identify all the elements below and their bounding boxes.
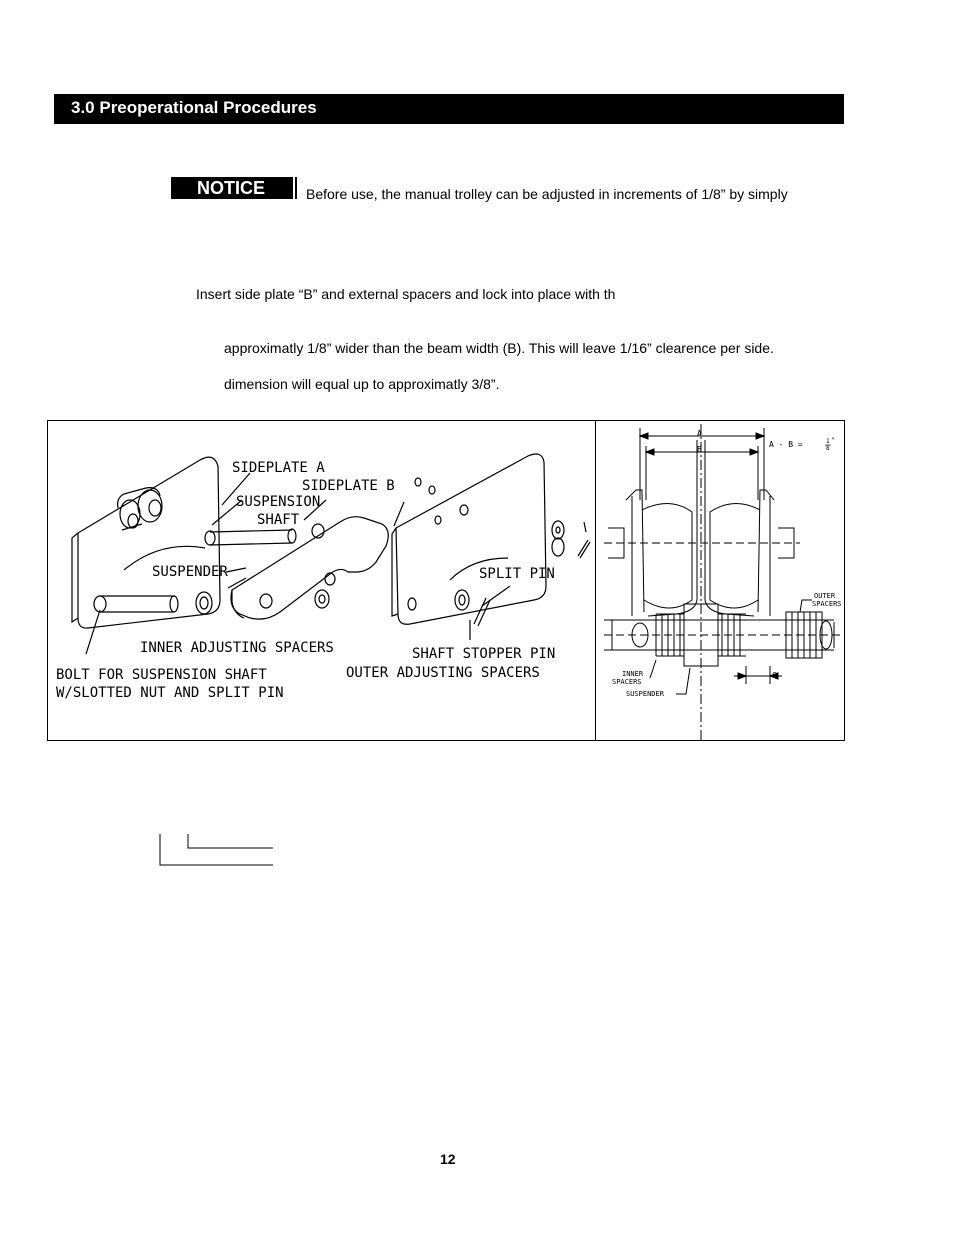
label-suspender: SUSPENDER — [152, 564, 228, 580]
label-inner-1: INNER — [622, 670, 644, 678]
instruction-paragraph-1: Insert side plate “B” and external spacers and lock into place with th — [196, 286, 616, 302]
label-shaft: SHAFT — [257, 512, 300, 528]
instruction-paragraph-2: approximatly 1/8” wider than the beam width (B). This will leave 1/16” clearence per side. — [224, 340, 774, 356]
notice-badge — [171, 177, 297, 199]
svg-text:8: 8 — [826, 445, 830, 452]
label-suspension: SUSPENSION — [236, 494, 321, 510]
notice-label: NOTICE — [197, 178, 266, 198]
dim-label-b: B — [697, 445, 702, 454]
svg-text:": " — [831, 437, 835, 444]
instruction-paragraph-3: dimension will equal up to approximatly 3/8”. — [224, 376, 500, 392]
label-shaft-stopper: SHAFT STOPPER PIN — [412, 646, 556, 662]
dim-label-a: A — [697, 429, 702, 438]
label-sideplate-a: SIDEPLATE A — [232, 460, 325, 476]
label-bolt-line1: BOLT FOR SUSPENSION SHAFT — [56, 667, 267, 683]
svg-text:1: 1 — [826, 438, 830, 445]
exploded-assembly-drawing — [48, 421, 594, 740]
label-outer-2: SPACERS — [812, 600, 842, 608]
notice-text: Before use, the manual trolley can be adjusted in increments of 1/8” by simply — [306, 186, 788, 202]
label-split-pin: SPLIT PIN — [479, 566, 555, 582]
section-title: 3.0 Preoperational Procedures — [71, 98, 317, 117]
label-inner-2: SPACERS — [612, 678, 642, 686]
label-suspender-right: SUSPENDER — [626, 690, 664, 698]
section-header-bar — [54, 94, 844, 124]
label-sideplate-b: SIDEPLATE B — [302, 478, 395, 494]
bracket-lines — [150, 826, 280, 870]
notice-badge-edge-line — [295, 177, 297, 199]
page-number: 12 — [440, 1151, 456, 1167]
dim-label-c: C — [772, 671, 777, 680]
label-inner-spacers: INNER ADJUSTING SPACERS — [140, 640, 334, 656]
label-bolt-line2: W/SLOTTED NUT AND SPLIT PIN — [56, 685, 284, 701]
section-view-drawing — [596, 421, 844, 740]
label-outer-spacers: OUTER ADJUSTING SPACERS — [346, 665, 540, 681]
label-outer-1: OUTER — [814, 592, 836, 600]
dim-formula: A - B = — [769, 440, 803, 449]
